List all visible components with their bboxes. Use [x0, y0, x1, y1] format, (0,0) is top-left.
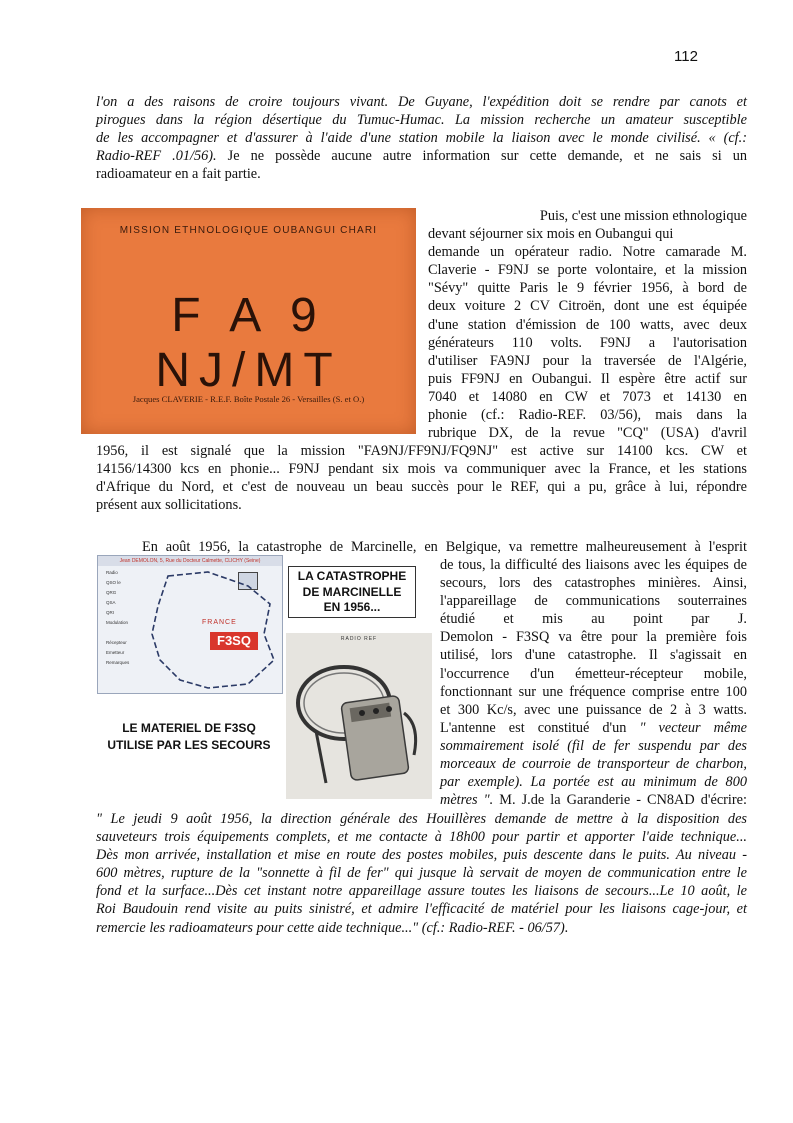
text-line: remercie les radioamateurs pour cette aide technique..." (cf.: Radio-REF. - 06/57).: [96, 919, 569, 936]
paragraph-2: [428, 207, 747, 442]
text-line: de tous, la difficulté des liaisons avec les équipes de: [440, 557, 747, 573]
text-line: fond et la surface...Dès cet instant notre appareillage assure toutes les liaisons de secours...Le 10 août, le: [96, 883, 747, 900]
qsl-card-f3sq: [97, 555, 283, 694]
qsl-address: Jacques CLAVERIE - R.E.F. Boîte Postale 26 - Versailles (S. et O.): [132, 394, 365, 404]
text-line: "Sévy" quitte Paris le 9 février 1956, à bord de: [428, 280, 747, 297]
qsl2-france: FRANCE: [202, 619, 237, 626]
photo-label: RADIO REF: [340, 636, 378, 642]
radio-device-illustration: [286, 633, 432, 799]
text-line: Dès mon arrivée, installation et mise en route des postes mobiles, puis descente dans le puits. Au niveau -: [96, 847, 747, 864]
qsl-mission-title: MISSION ETHNOLOGIQUE OUBANGUI CHARI: [119, 225, 378, 236]
text-line: générateurs 110 volts. F9NJ a l'autorisation: [428, 334, 747, 351]
qsl-card-fa9nj: [81, 208, 416, 434]
text-line: phonie (cf.: Radio-REF. 03/56), mais dans la: [428, 407, 747, 424]
qsl2-field: QRI: [106, 610, 115, 615]
text-line: fonctionnant sur une fréquence comprise entre 100: [440, 683, 747, 700]
text-line: de les accompagner et d'assurer à l'aide d'une station mobile la liaison avec le monde civilisé. « (cf.:: [96, 130, 747, 147]
caption-line: EN 1956...: [323, 600, 381, 614]
qsl2-field: Radio: [106, 570, 118, 575]
qsl2-header: Jean DEMOLON, 5, Rue du Docteur Calmette, CLICHY (Seine): [98, 556, 282, 566]
text-line: Radio-REF .01/56). Je ne possède aucune autre information sur cette demande, et ne sais si un: [96, 148, 747, 165]
paragraph-3: [440, 556, 747, 809]
text-line: radioamateur en a fait partie.: [96, 166, 261, 183]
text-line: 7040 et 14080 en CW et 7073 et 14130 en: [428, 388, 747, 405]
paragraph-2-continued: [96, 442, 747, 514]
qsl2-field: Modulation: [106, 620, 129, 625]
caption-materiel-f3sq: [96, 720, 282, 753]
caption-line: DE MARCINELLE: [302, 584, 402, 599]
text-line: devant séjourner six mois en Oubangui qui: [428, 226, 674, 243]
qsl2-field: QRG: [106, 590, 117, 595]
text-line: " Le jeudi 9 août 1956, la direction générale des Houillères demande de mettre à la disposition des: [96, 811, 747, 827]
text-line: secours, lors des catastrophes minières. Ainsi,: [440, 575, 747, 592]
page-number: 112: [674, 48, 698, 65]
text-line: rubrique DX, de la revue "CQ" (USA) d'avril: [428, 425, 747, 442]
caption-line: LE MATERIEL DE F3SQ: [122, 721, 256, 735]
text-line: deux voiture 2 CV Citroën, dont une est équipée: [428, 298, 747, 315]
text-line: utilisé, lors d'une catastrophe. Il s'agissait en: [440, 647, 747, 664]
qsl2-field: Emetteur: [106, 650, 125, 655]
text-line: En août 1956, la catastrophe de Marcinelle, en Belgique, va remettre malheureusement à l'esprit: [142, 539, 747, 555]
text-line: sauveteurs trois équipements complets, et me contacte à 18h00 pour partir et apporter l'aide technique...: [96, 829, 747, 846]
qsl2-field: Récepteur: [106, 640, 127, 645]
text-line: demande un opérateur radio. Notre camarade M.: [428, 244, 747, 261]
text-line: et 300 Kc/s, avec une puissance de 2 à 3 watts.: [440, 701, 747, 718]
text-line: par exemple). La portée est au minimum de 800: [440, 774, 747, 791]
caption-line: LA CATASTROPHE: [297, 569, 407, 583]
radio-photo: [286, 633, 432, 799]
text-line: Demolon - F3SQ va être pour la première fois: [440, 629, 747, 646]
text-line: d'une station d'émission de 100 watts, avec deux: [428, 316, 747, 333]
quote-paragraph: [96, 810, 747, 937]
text-line: 1956, il est signalé que la mission "FA9NJ/FF9NJ/FQ9NJ" est active sur 14100 kcs. CW et: [96, 443, 747, 459]
text-line: étudié et mis au point par J.: [440, 611, 747, 628]
text-line: mètres ". M. J.de la Garanderie - CN8AD d'écrire:: [440, 792, 747, 809]
paragraph-3-first-line: [142, 538, 747, 556]
text-line: sommairement isolé (fil de fer suspendu par des: [440, 737, 747, 754]
qsl-callsign: F A 9 NJ/MT: [155, 289, 342, 397]
text-line: L'antenne est constitué d'un " vecteur même: [440, 719, 747, 736]
text-line: Roi Baudouin rend visite au puits sinistré, et admire l'efficacité de matériel pour les liaisons cage-jour, et: [96, 901, 747, 918]
text-line: Claverie - F9NJ se porte volontaire, et la mission: [428, 262, 747, 279]
text-line: d'Afrique du Nord, et c'est de nouveau un beau succès pour le REF, qui a pu, grâce à lui, répondre: [96, 479, 747, 496]
caption-line: UTILISE PAR LES SECOURS: [107, 737, 271, 752]
text-line: l'on a des raisons de croire toujours vivant. De Guyane, l'expédition doit se rendre par canots et: [96, 94, 747, 110]
text-line: pirogues dans la région désertique du Tumuc-Humac. La mission recherche un amateur susceptible: [96, 112, 747, 129]
text-line: Puis, c'est une mission ethnologique: [539, 208, 747, 224]
text-line: 600 mètres, rupture de la "sonnette à fil de fer" qui jusque là servait de moyen de communication entre le: [96, 865, 747, 882]
text-line: 14156/14300 kcs en phonie... F9NJ pendant six mois va communiquer avec la France, et les stations: [96, 461, 747, 478]
text-line: l'appareillage de communications souterraines: [440, 593, 747, 610]
text-line: d'utiliser FA9NJ pour la traversée de l'Algérie,: [428, 352, 747, 369]
qsl2-field: QSA: [106, 600, 116, 605]
paragraph-1: [96, 93, 747, 183]
text-line: morceaux de courroie de transporteur de charbon,: [440, 756, 747, 773]
caption-box-marcinelle: [288, 566, 416, 618]
text-line: l'occurrence d'un émetteur-récepteur mobile,: [440, 665, 747, 682]
text-line: puis FF9NJ en Oubangui. Il espère être actif sur: [428, 370, 747, 387]
qsl2-field: QSO le: [106, 580, 121, 585]
text-line: présent aux sollicitations.: [96, 497, 242, 514]
qsl2-callsign: F3SQ: [210, 632, 258, 650]
qsl2-field: Remarques: [106, 660, 130, 665]
